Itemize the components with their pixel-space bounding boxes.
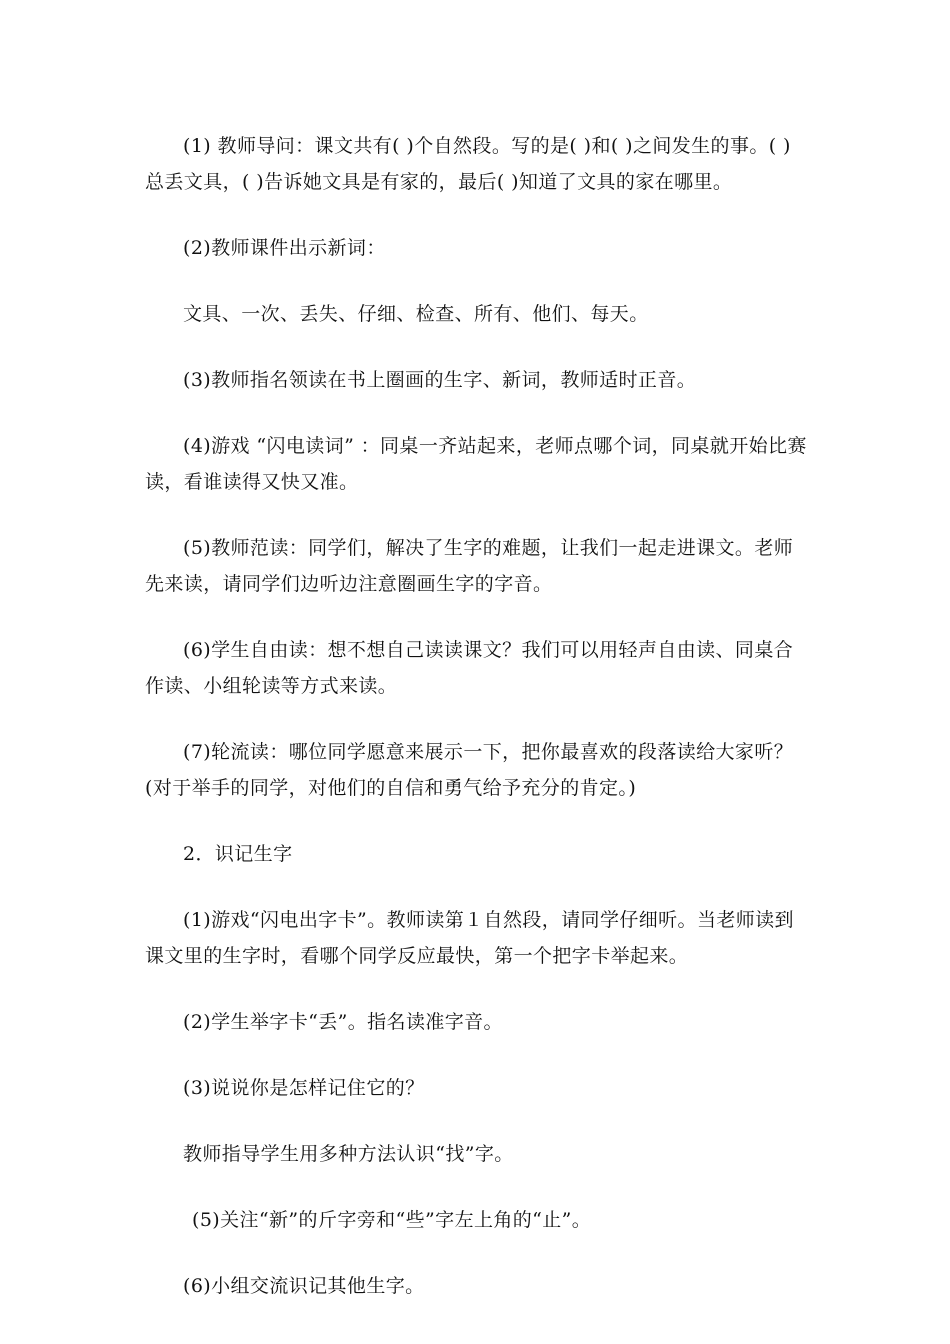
section-heading-character-recognition: 2．识记生字 xyxy=(183,843,293,865)
paragraph-radical-attention: (5)关注“新”的斤字旁和“些”字左上角的“止”。 xyxy=(192,1209,592,1231)
paragraph-teacher-model-reading: (5)教师范读：同学们，解决了生字的难题，让我们一起走进课文。老师先来读，请同学们边听边注意圈画生字的字音。 xyxy=(145,537,794,595)
paragraph-how-remember: (3)说说你是怎样记住它的？ xyxy=(183,1077,425,1099)
paragraph-flash-card-game: (1)游戏“闪电出字卡”。教师读第１自然段，请同学仔细听。当老师读到课文里的生字时，看哪个同学反应最快，第一个把字卡举起来。 xyxy=(145,909,794,967)
document-body xyxy=(145,128,810,1334)
paragraph-guided-questions: (1) 教师导问：课文共有( )个自然段。写的是( )和( )之间发生的事。( )总丢文具，( )告诉她文具是有家的，最后( )知道了文具的家在哪里。 xyxy=(145,135,791,193)
paragraph-flash-word-game: (4)游戏 “闪电读词” ：同桌一齐站起来，老师点哪个词，同桌就开始比赛读，看谁读得又快又准。 xyxy=(145,435,807,493)
paragraph-new-words-list: 文具、一次、丢失、仔细、检查、所有、他们、每天。 xyxy=(183,303,649,325)
paragraph-round-reading: (7)轮流读：哪位同学愿意来展示一下，把你最喜欢的段落读给大家听？(对于举手的同学，对他们的自信和勇气给予充分的肯定。) xyxy=(145,741,794,799)
paragraph-free-reading: (6)学生自由读：想不想自己读读课文？我们可以用轻声自由读、同桌合作读、小组轮读等方式来读。 xyxy=(145,639,794,697)
paragraph-card-diu: (2)学生举字卡“丢”。指名读准字音。 xyxy=(183,1011,503,1033)
paragraph-lead-reading: (3)教师指名领读在书上圈画的生字、新词，教师适时正音。 xyxy=(183,369,697,391)
paragraph-new-words-intro: (2)教师课件出示新词： xyxy=(183,237,386,259)
paragraph-group-exchange: (6)小组交流识记其他生字。 xyxy=(183,1275,425,1297)
paragraph-teacher-guide-zhao: 教师指导学生用多种方法认识“找”字。 xyxy=(183,1143,514,1165)
